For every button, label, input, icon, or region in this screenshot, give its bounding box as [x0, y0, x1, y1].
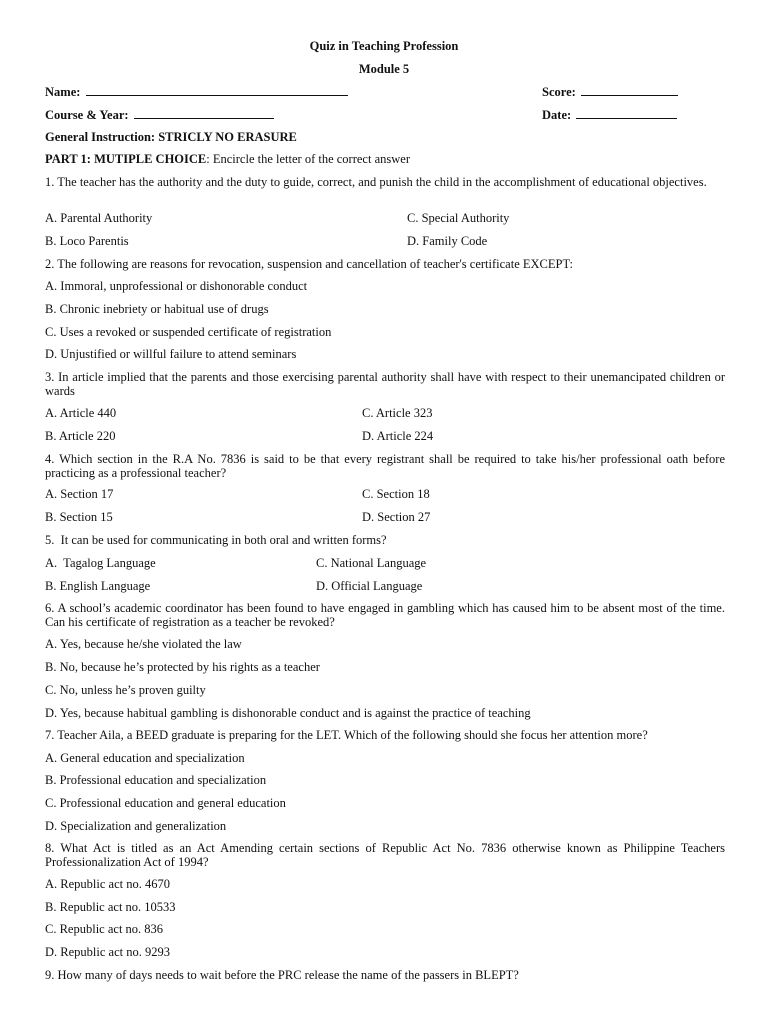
q3-option-c: C. Article 323 — [362, 406, 433, 420]
question-8: 8. What Act is titled as an Act Amending certain sections of Republic Act No. 7836 otherwise known as Philippine Teachers Professionalization Act of 1994? — [45, 841, 725, 869]
instruction-text: STRICLY NO ERASURE — [158, 130, 297, 144]
q3-option-b: B. Article 220 — [45, 429, 116, 443]
q4-option-d: D. Section 27 — [362, 510, 431, 524]
q8-option-d: D. Republic act no. 9293 — [45, 945, 170, 959]
q5-option-a: A. Tagalog Language — [45, 556, 156, 570]
q8-option-c: C. Republic act no. 836 — [45, 922, 164, 936]
q1-option-d: D. Family Code — [407, 234, 488, 248]
q5-option-d: D. Official Language — [316, 579, 423, 593]
part1-text: : Encircle the letter of the correct answer — [206, 152, 410, 166]
general-instruction — [45, 130, 725, 144]
date-label: Date: — [542, 108, 572, 122]
module-label: Module 5 — [358, 62, 410, 76]
score-field — [542, 84, 678, 100]
name-blank — [86, 84, 348, 96]
score-label: Score: — [542, 85, 576, 99]
score-blank — [581, 84, 678, 96]
date-field — [542, 107, 677, 123]
question-3: 3. In article implied that the parents and those exercising parental authority shall have with respect to their unemancipated children or wards — [45, 370, 725, 398]
question-2: 2. The following are reasons for revocation, suspension and cancellation of teacher's certificate EXCEPT: — [45, 257, 573, 271]
q6-option-a: A. Yes, because he/she violated the law — [45, 637, 242, 651]
part1-label: PART 1: MUTIPLE CHOICE — [45, 152, 207, 166]
question-1: 1. The teacher has the authority and the duty to guide, correct, and punish the child in the accomplishment of educational objectives. — [45, 175, 707, 189]
q7-option-b: B. Professional education and specialization — [45, 773, 267, 787]
course-label: Course & Year: — [45, 108, 129, 122]
q8-option-b: B. Republic act no. 10533 — [45, 900, 176, 914]
question-7: 7. Teacher Aila, a BEED graduate is preparing for the LET. Which of the following should she focus her attention more? — [45, 728, 648, 742]
q8-option-a: A. Republic act no. 4670 — [45, 877, 170, 891]
q2-option-d: D. Unjustified or willful failure to attend seminars — [45, 347, 297, 361]
q2-option-c: C. Uses a revoked or suspended certificate of registration — [45, 325, 332, 339]
q1-option-c: C. Special Authority — [407, 211, 510, 225]
q4-option-c: C. Section 18 — [362, 487, 430, 501]
question-4: 4. Which section in the R.A No. 7836 is said to be that every registrant shall be required to take his/her professional oath before practicing as a professional teacher? — [45, 452, 725, 480]
instruction-label: General Instruction: — [45, 130, 156, 144]
course-field — [45, 107, 274, 123]
q4-option-a: A. Section 17 — [45, 487, 114, 501]
q6-option-d: D. Yes, because habitual gambling is dishonorable conduct and is against the practice of teaching — [45, 706, 531, 720]
q7-option-d: D. Specialization and generalization — [45, 819, 227, 833]
q6-option-b: B. No, because he’s protected by his rights as a teacher — [45, 660, 320, 674]
q1-option-a: A. Parental Authority — [45, 211, 153, 225]
q2-option-a: A. Immoral, unprofessional or dishonorable conduct — [45, 279, 308, 293]
name-label: Name: — [45, 85, 81, 99]
question-9: 9. How many of days needs to wait before the PRC release the name of the passers in BLEPT? — [45, 968, 519, 982]
q5-option-b: B. English Language — [45, 579, 151, 593]
q1-option-b: B. Loco Parentis — [45, 234, 129, 248]
q7-option-c: C. Professional education and general education — [45, 796, 286, 810]
question-5: 5. It can be used for communicating in both oral and written forms? — [45, 533, 387, 547]
q3-option-a: A. Article 440 — [45, 406, 117, 420]
q5-option-c: C. National Language — [316, 556, 427, 570]
q7-option-a: A. General education and specialization — [45, 751, 245, 765]
q3-option-d: D. Article 224 — [362, 429, 434, 443]
q6-option-c: C. No, unless he’s proven guilty — [45, 683, 206, 697]
quiz-title: Quiz in Teaching Profession — [309, 39, 459, 53]
part1-heading — [45, 152, 725, 166]
q2-option-b: B. Chronic inebriety or habitual use of drugs — [45, 302, 269, 316]
date-blank — [576, 107, 677, 119]
course-blank — [134, 107, 274, 119]
name-field — [45, 84, 348, 100]
q4-option-b: B. Section 15 — [45, 510, 113, 524]
question-6: 6. A school’s academic coordinator has been found to have engaged in gambling which has caused him to be absent most of the time. Can his certificate of registration as a teacher be revoked? — [45, 601, 725, 629]
